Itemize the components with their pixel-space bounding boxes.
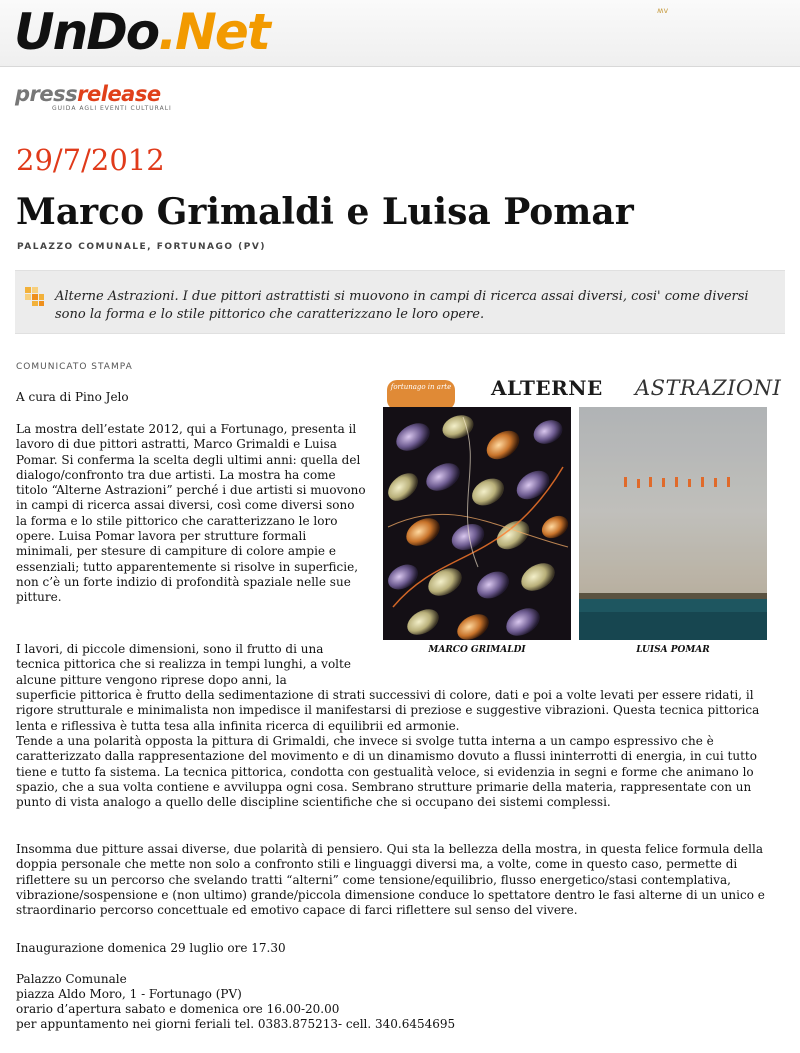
address-line: piazza Aldo Moro, 1 - Fortunago (PV) [16,987,242,1001]
grimaldi-painting [383,407,571,640]
caption-grimaldi: MARCO GRIMALDI [428,645,526,655]
brand-tagline: GUIDA AGLI EVENTI CULTURALI [52,105,172,112]
abstract-box [15,270,785,334]
logo-net: .Net [158,3,269,61]
paragraph-2a: I lavori, di piccole dimensioni, sono il frutto di una tecnica pittorica che si realizza in tempi lunghi, a volte alcune pitture vengono riprese dopo anni, la [16,642,351,687]
page-title: Marco Grimaldi e Luisa Pomar [16,191,634,233]
site-header [0,0,800,67]
event-venue: PALAZZO COMUNALE, FORTUNAGO (PV) [17,242,266,252]
curator-line: A cura di Pino Jelo [16,390,129,404]
address-line: Palazzo Comunale [16,972,127,986]
release-word: release [77,82,161,106]
paragraph-2b: superficie pittorica è frutto della sedimentazione di strati successivi di colore, dati e poi a volte levati per essere ridati, il rigore strutturale e minimalista non impedisce il manifestarsi di preziose e suggestive vibrazioni. Questa tecnica pittorica lenta e riflessiva è tutta tesa alla infinita ricerca di equilibrii ed armonie. [16,688,760,733]
exhibition-poster[interactable] [383,372,783,662]
section-label: COMUNICATO STAMPA [16,362,133,372]
squares-icon [23,285,45,307]
inauguration-line: Inaugurazione domenica 29 luglio ore 17.30 [16,941,286,955]
paragraph-1: La mostra dell’estate 2012, qui a Fortunago, presenta il lavoro di due pittori astratti, Marco Grimaldi e Luisa Pomar. Si conferma la scelta degli ultimi anni: quella del dialogo/confronto tra due artisti. La mostra ha come titolo “Alterne Astrazioni” perché i due artisti si muovono in campi di ricerca assai diversi, così come diversi sono la forma e lo stile pittorico che caratterizzano le loro opere. Luisa Pomar lavora per strutture formali minimali, per stesure di campiture di colore ampie e essenziali; tutto apparentemente si risolve in superficie, non c’è un forte indizio di profondità spaziale nelle sue pitture. [16,422,366,605]
paragraph-3: Tende a una polarità opposta la pittura di Grimaldi, che invece si svolge tutta interna a un campo espressivo che è caratterizzato dalla rappresentazione del movimento e di un dinamismo dovuto a flussi ininterrotti di energia, in cui tutto tiene e tutto fa sistema. La tecnica pittorica, condotta con gestualità veloce, si evidenzia in segni e forme che animano lo spazio, che a sua volta contiene e avviluppa ogni cosa. Sembrano strutture primarie della materia, rappresentate con un punto di vista analogo a quello delle discipline scientifiche che si occupano dei sistemi complessi. [16,734,757,810]
fortunago-badge: fortunago in arte [387,380,455,410]
paragraph-4: Insomma due pitture assai diverse, due polarità di pensiero. Qui sta la bellezza della mostra, in questa felice formula della doppia personale che mette non solo a confronto stili e linguaggi diversi ma, a volte, come in questo caso, permette di riflettere su un percorso che svelando tratti “alterni” come tensione/equilibrio, flusso energetico/stasi contemplativa, vibrazione/sospensione e (non ultimo) grande/piccola dimensione conduce lo spettatore dentro le fasi alterne di un unico e straordinario percorso concettuale ed emotivo capace di farci riflettere sul senso del vivere. [16,842,765,918]
pressrelease-logo[interactable] [15,82,161,106]
poster-word-astrazioni: ASTRAZIONI [635,376,782,400]
caption-pomar: LUISA POMAR [636,645,710,655]
event-date: 29/7/2012 [16,143,165,177]
poster-word-alterne: ALTERNE [491,376,603,400]
site-logo[interactable] [14,4,269,60]
logo-undo: UnDo [14,3,159,61]
pomar-painting [579,407,767,640]
corner-mark: ʍv [657,6,669,15]
address-line: orario d’apertura sabato e domenica ore 16.00-20.00 [16,1002,340,1016]
abstract-text: Alterne Astrazioni. I due pittori astrattisti si muovono in campi di ricerca assai diversi, cosi' come diversi sono la forma e lo stile pittorico che caratterizzano le loro opere. [55,289,749,322]
address-line: per appuntamento nei giorni feriali tel. 0383.875213- cell. 340.6454695 [16,1017,456,1031]
press-word: press [15,82,78,106]
